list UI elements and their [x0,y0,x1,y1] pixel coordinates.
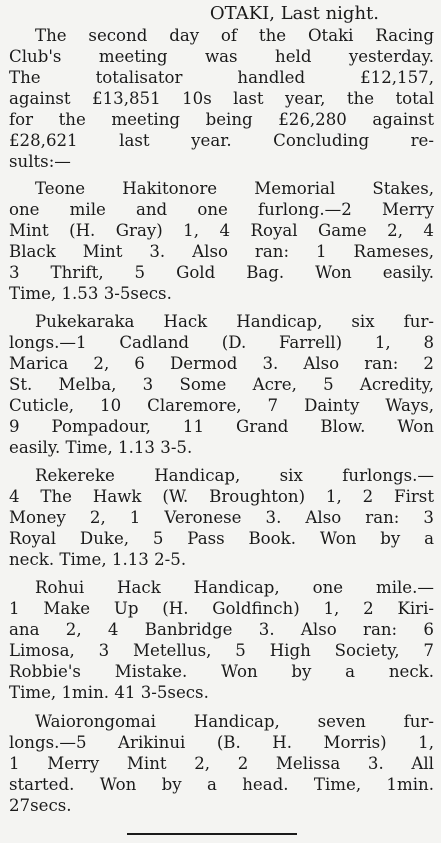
race-2-line: 9 Pompadour, 11 Grand Blow. Won [9,417,434,436]
race-5-line: started. Won by a head. Time, 1min. [9,775,434,794]
race-2-line: Cuticle, 10 Claremore, 7 Dainty Ways, [9,396,434,415]
race-3-line: Royal Duke, 5 Pass Book. Won by a [9,529,434,548]
race-5-line: longs.—5 Arikinui (B. H. Morris) 1, [9,733,434,752]
intro-line: against £13,851 10s last year, the total [9,89,434,108]
race-5-line: 1 Merry Mint 2, 2 Melissa 3. All [9,754,434,773]
race-5-line: Waiorongomai Handicap, seven fur- [35,712,434,731]
race-1-line: Black Mint 3. Also ran: 1 Rameses, [9,242,434,261]
race-1-line: Mint (H. Gray) 1, 4 Royal Game 2, 4 [9,221,434,240]
dateline: OTAKI, Last night. [209,3,379,24]
intro-line: sults:— [9,152,71,171]
race-4-line: Limosa, 3 Metellus, 5 High Society, 7 [9,641,434,660]
race-3-line: neck. Time, 1.13 2-5. [9,550,187,569]
intro-line: £28,621 last year. Concluding re- [9,131,434,150]
intro-line: The second day of the Otaki Racing [35,26,434,45]
race-1-line: one mile and one furlong.—2 Merry [9,200,434,219]
race-2-line: Pukekaraka Hack Handicap, six fur- [35,312,434,331]
race-5-line: 27secs. [9,796,72,815]
race-2-line: Marica 2, 6 Dermod 3. Also ran: 2 [9,354,434,373]
race-4-line: Rohui Hack Handicap, one mile.— [35,578,434,597]
race-1-line: Teone Hakitonore Memorial Stakes, [35,179,434,198]
race-1-line: Time, 1.53 3-5secs. [9,284,172,303]
intro-line: Club's meeting was held yesterday. [9,47,434,66]
race-2-line: longs.—1 Cadland (D. Farrell) 1, 8 [9,333,434,352]
intro-line: The totalisator handled £12,157, [9,68,434,87]
race-4-line: 1 Make Up (H. Goldfinch) 1, 2 Kiri- [9,599,434,618]
race-4-line: ana 2, 4 Banbridge 3. Also ran: 6 [9,620,434,639]
race-3-line: Money 2, 1 Veronese 3. Also ran: 3 [9,508,434,527]
race-2-line: St. Melba, 3 Some Acre, 5 Acredity, [9,375,434,394]
intro-line: for the meeting being £26,280 against [9,110,434,129]
race-2-line: easily. Time, 1.13 3-5. [9,438,193,457]
race-1-line: 3 Thrift, 5 Gold Bag. Won easily. [9,263,434,282]
column-divider-rule [127,833,297,835]
race-3-line: 4 The Hawk (W. Broughton) 1, 2 First [9,487,434,506]
race-4-line: Robbie's Mistake. Won by a neck. [9,662,434,681]
race-3-line: Rekereke Handicap, six furlongs.— [35,466,434,485]
race-4-line: Time, 1min. 41 3-5secs. [9,683,209,702]
